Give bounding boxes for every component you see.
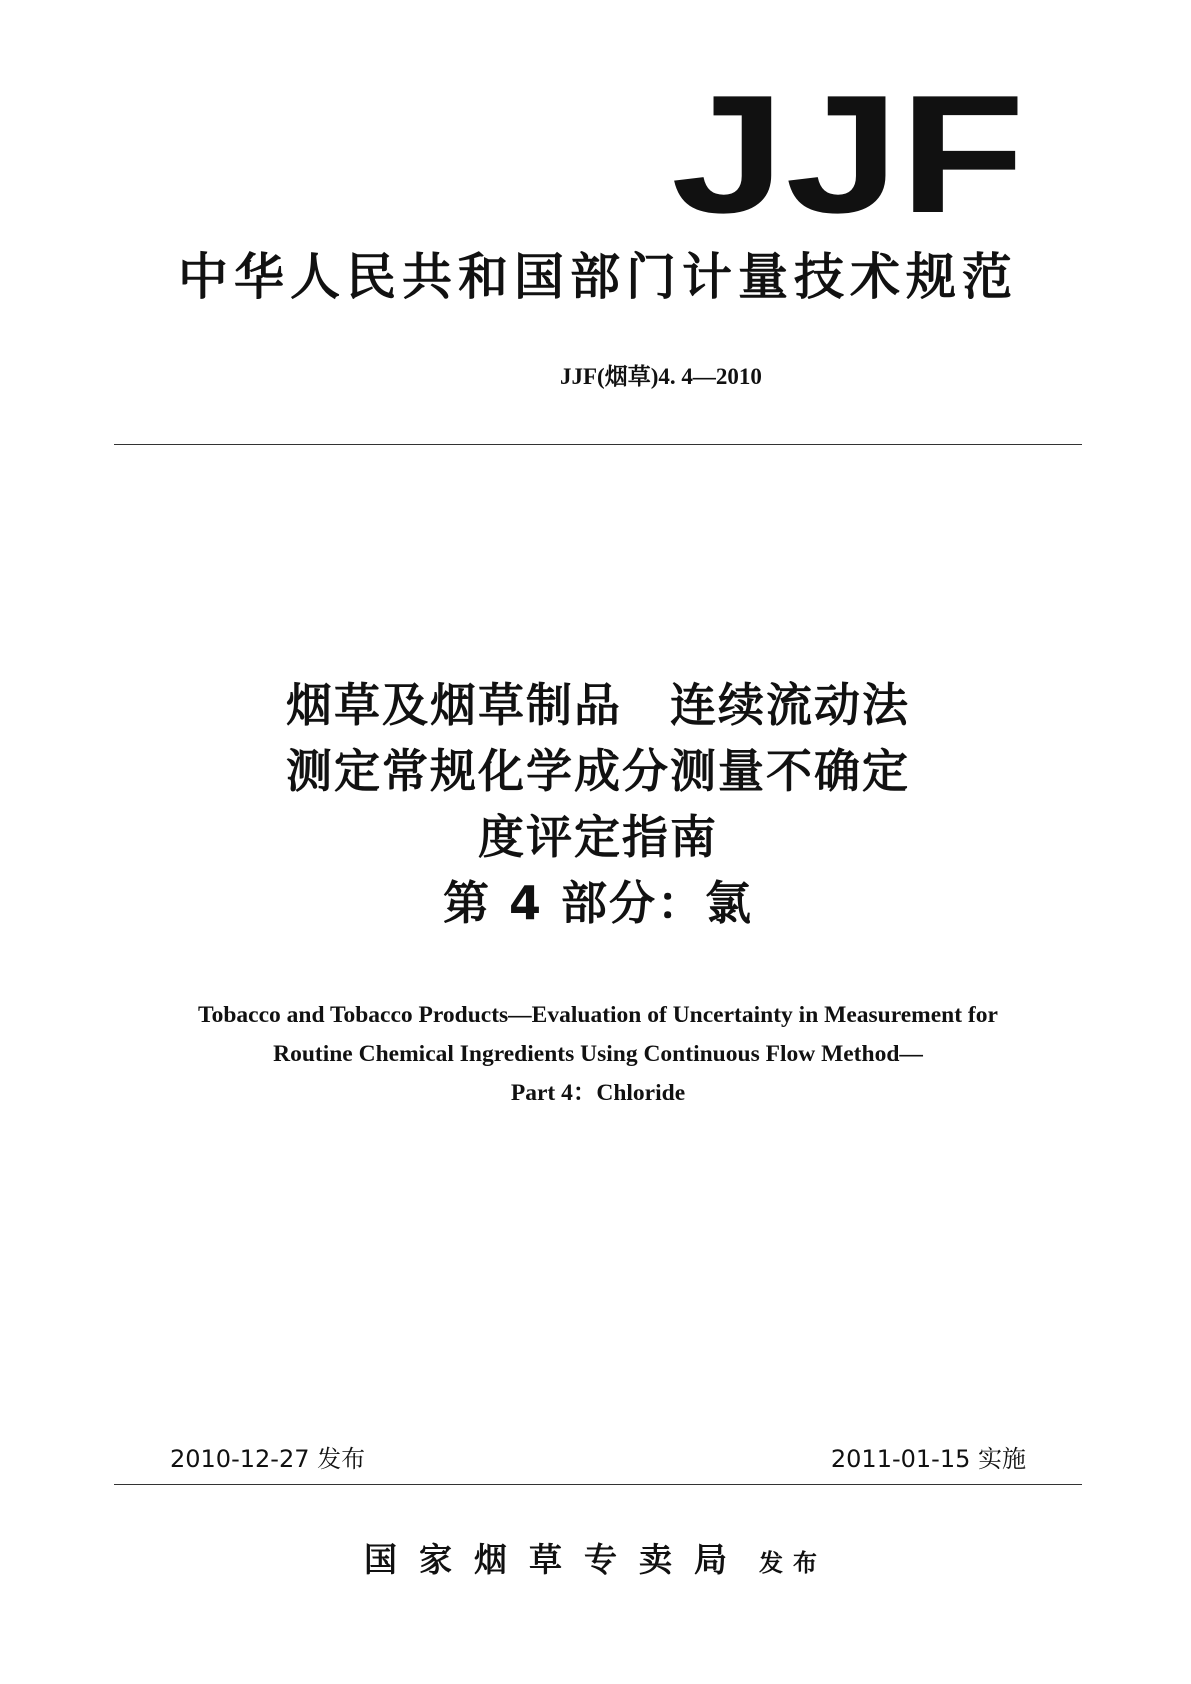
english-title-line: Tobacco and Tobacco Products—Evaluation of Uncertainty in Measurement for (198, 1002, 998, 1028)
jjf-logo-text: JJF (671, 88, 1025, 214)
chinese-title-line: 第 4 部分：氯 (442, 876, 754, 930)
bottom-divider (114, 1484, 1082, 1485)
chinese-title-line: 烟草及烟草制品 连续流动法 (286, 678, 910, 732)
category-title: 中华人民共和国部门计量技术规范 (178, 247, 1018, 306)
english-title (114, 996, 1082, 1113)
issue-date: 2010-12-27 发布 (170, 1445, 366, 1473)
publisher (0, 1538, 1191, 1588)
english-title-line: Part 4：Chloride (510, 1080, 686, 1106)
chinese-title-line: 测定常规化学成分测量不确定 (286, 744, 910, 798)
english-title-line: Routine Chemical Ingredients Using Continuous Flow Method— (273, 1041, 923, 1067)
standard-number: JJF(烟草)4. 4—2010 (560, 364, 762, 389)
effective-date: 2011-01-15 实施 (830, 1445, 1026, 1473)
jjf-logo (668, 88, 1028, 214)
publisher-name: 国家烟草专卖局 (364, 1540, 749, 1579)
top-divider (114, 444, 1082, 445)
chinese-title-line: 度评定指南 (478, 810, 718, 864)
chinese-title (114, 672, 1082, 936)
publisher-suffix: 发布 (759, 1548, 827, 1577)
